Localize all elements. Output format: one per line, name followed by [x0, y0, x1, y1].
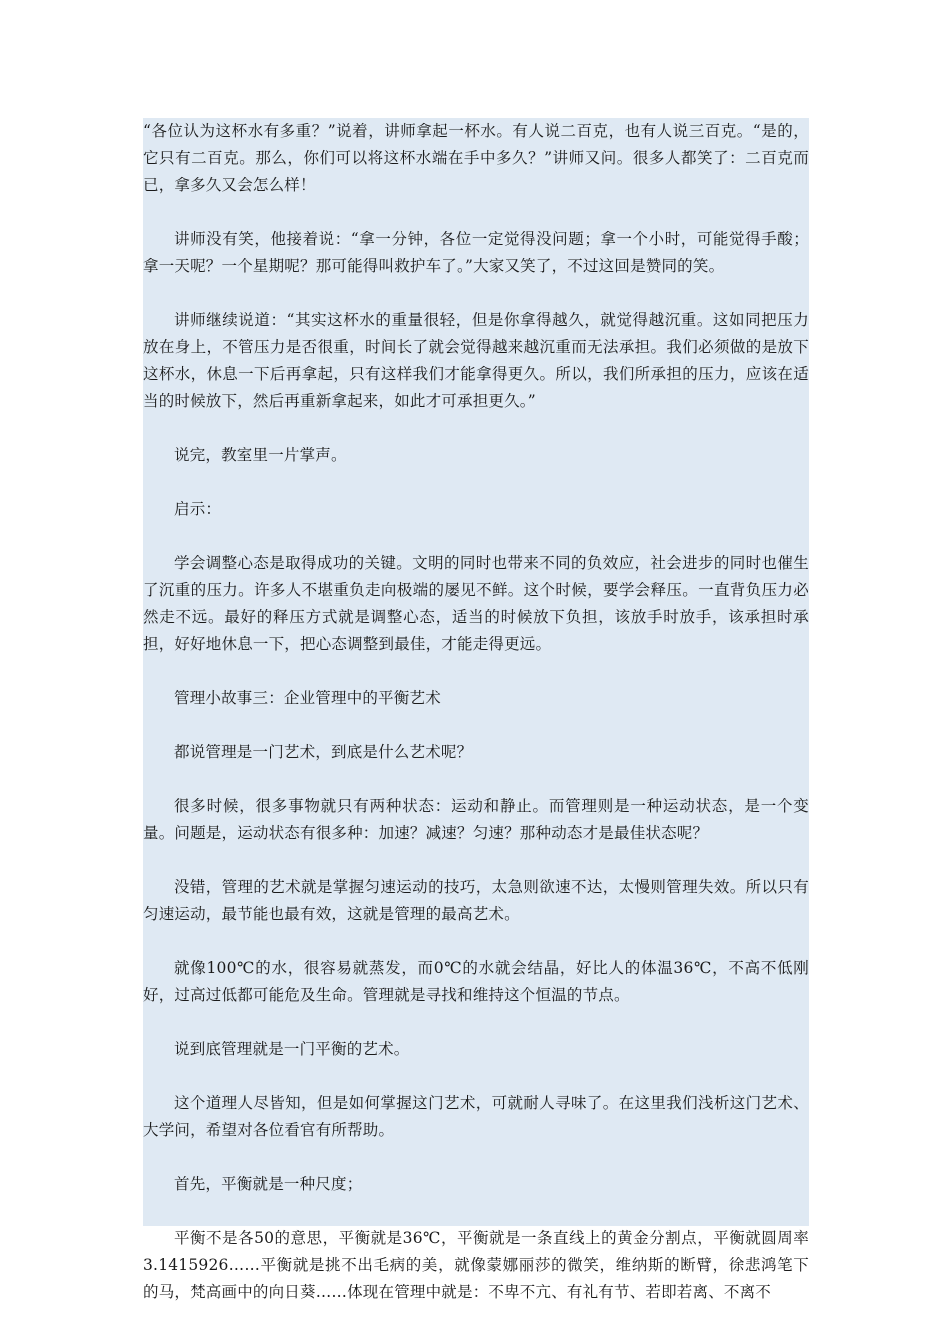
paragraph-spacer: [143, 1144, 809, 1171]
paragraph-spacer: [143, 658, 809, 685]
paragraph-8: 都说管理是一门艺术，到底是什么艺术呢？: [174, 743, 473, 761]
paragraph-2: 讲师没有笑，他接着说：“拿一分钟，各位一定觉得没问题；拿一个小时，可能觉得手酸；拿一天呢？一个星期呢？那可能得叫救护车了。”大家又笑了，不过这回是赞同的笑。: [143, 230, 809, 275]
paragraph-9: 很多时候，很多事物就只有两种状态：运动和静止。而管理则是一种运动状态，是一个变量。问题是，运动状态有很多种：加速？减速？匀速？那种动态才是最佳状态呢？: [143, 797, 809, 842]
paragraph-6: 学会调整心态是取得成功的关键。文明的同时也带来不同的负效应，社会进步的同时也催生了沉重的压力。许多人不堪重负走向极端的屡见不鲜。这个时候，要学会释压。一直背负压力必然走不远。最好的释压方式就是调整心态，适当的时候放下负担，该放手时放手，该承担时承担，好好地休息一下，把心态调整到最佳，才能走得更远。: [143, 554, 809, 653]
paragraph-spacer: [143, 523, 809, 550]
paragraph-spacer: [143, 1009, 809, 1036]
paragraph-14: 首先，平衡就是一种尺度；: [174, 1175, 363, 1193]
paragraph-4: 说完，教室里一片掌声。: [174, 446, 347, 464]
paragraph-spacer: [143, 415, 809, 442]
section-title: 管理小故事三：企业管理中的平衡艺术: [174, 689, 441, 707]
paragraph-spacer: [143, 199, 809, 226]
paragraph-spacer: [143, 928, 809, 955]
paragraph-3: 讲师继续说道：“其实这杯水的重量很轻，但是你拿得越久，就觉得越沉重。这如同把压力放在身上，不管压力是否很重，时间长了就会觉得越来越沉重而无法承担。我们必须做的是放下这杯水，休息一下后再拿起，只有这样我们才能拿得更久。所以，我们所承担的压力，应该在适当的时候放下，然后再重新拿起来，如此才可承担更久。”: [143, 311, 809, 410]
paragraph-spacer: [143, 712, 809, 739]
paragraph-spacer: [143, 280, 809, 307]
paragraph-13: 这个道理人尽皆知，但是如何掌握这门艺术，可就耐人寻味了。在这里我们浅析这门艺术、大学问，希望对各位看官有所帮助。: [143, 1094, 809, 1139]
paragraph-12: 说到底管理就是一门平衡的艺术。: [174, 1040, 410, 1058]
paragraph-11: 就像100℃的水，很容易就蒸发，而0℃的水就会结晶，好比人的体温36℃，不高不低刚好，过高过低都可能危及生命。管理就是寻找和维持这个恒温的节点。: [143, 959, 809, 1004]
document-page: [143, 118, 809, 1301]
paragraph-10: 没错，管理的艺术就是掌握匀速运动的技巧，太急则欲速不达，太慢则管理失效。所以只有匀速运动，最节能也最有效，这就是管理的最高艺术。: [143, 878, 809, 923]
paragraph-1: “各位认为这杯水有多重？”说着，讲师拿起一杯水。有人说二百克，也有人说三百克。“是的，它只有二百克。那么，你们可以将这杯水端在手中多久？”讲师又问。很多人都笑了：二百克而已，拿多久又会怎么样！: [143, 122, 809, 194]
paragraph-5-heading: 启示：: [174, 500, 222, 518]
paragraph-spacer: [143, 847, 809, 874]
paragraph-spacer: [143, 766, 809, 793]
paragraph-spacer: [143, 1198, 809, 1225]
paragraph-15: 平衡不是各50的意思，平衡就是36℃，平衡就是一条直线上的黄金分割点，平衡就圆周率3.1415926……平衡就是挑不出毛病的美，就像蒙娜丽莎的微笑，维纳斯的断臂，徐悲鸿笔下的马，梵高画中的向日葵……体现在管理中就是：不卑不亢、有礼有节、若即若离、不离不: [143, 1229, 809, 1301]
paragraph-spacer: [143, 1063, 809, 1090]
paragraph-spacer: [143, 469, 809, 496]
